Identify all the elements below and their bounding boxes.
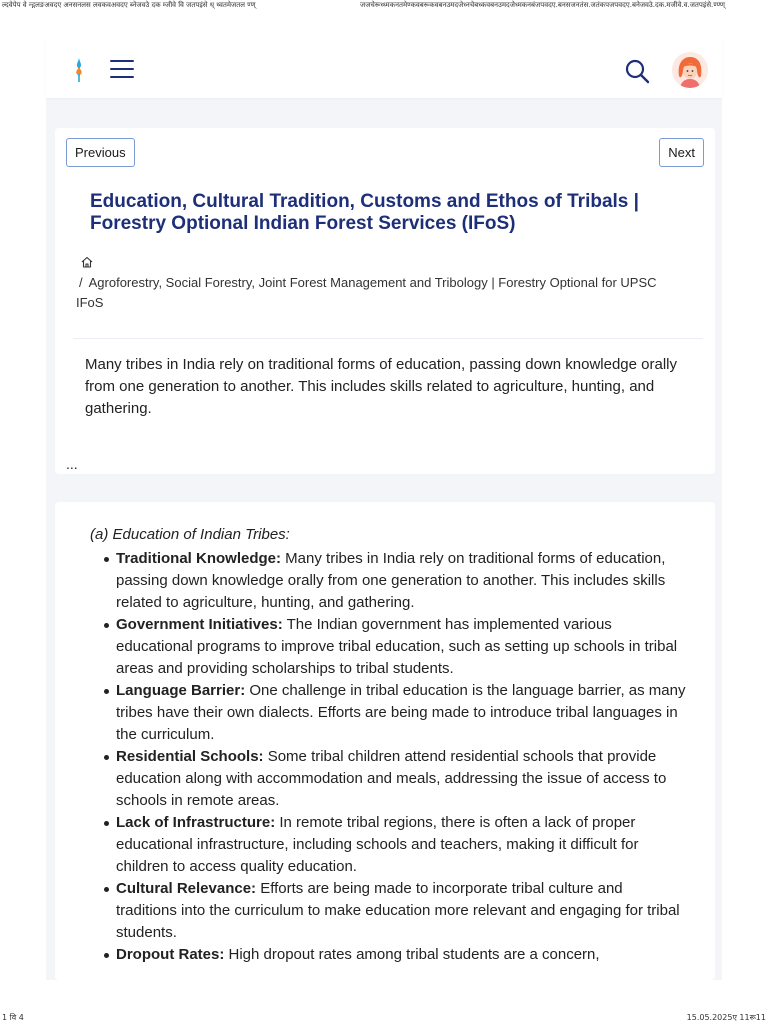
list-item-term: Government Initiatives: [116,616,283,633]
next-button[interactable]: Next [659,138,704,167]
print-header [0,0,768,14]
list-item-term: Language Barrier: [116,682,246,699]
list-item [116,614,686,680]
divider [73,338,703,339]
list-item [116,680,686,746]
previous-button[interactable]: Previous [66,138,135,167]
list-item-term: Residential Schools: [116,748,264,765]
ellipsis: ... [66,456,78,472]
bullet-list [116,548,686,966]
list-item [116,878,686,944]
list-item-text: The Indian government has implemented various educational programs to improve tribal education, such as setting up schools in tribal areas and providing scholarships to tribal students. [116,616,678,677]
content-card [55,502,715,980]
section-heading: (a) Education of Indian Tribes: [90,526,290,543]
page-title: Education, Cultural Tradition, Customs and Ethos of Tribals | Forestry Optional Indian Forest Services (IFoS) [90,191,639,234]
print-footer-page: 1 वि 4 [2,1013,24,1022]
logo-icon[interactable] [70,57,88,83]
list-item-text: High dropout rates among tribal students are a concern, [224,946,600,963]
list-item-term: Lack of Infrastructure: [116,814,276,831]
list-item-term: Traditional Knowledge: [116,550,282,567]
list-item [116,812,686,878]
search-icon[interactable] [624,58,650,84]
top-navigation-bar [46,40,722,98]
list-item-text: Efforts are being made to incorporate tribal culture and traditions into the curriculum to make education more relevant and engaging for tribal students. [116,880,680,941]
print-footer-datetime: 15.05.2025ए 11रू11 [686,1013,766,1022]
home-icon[interactable] [80,255,94,269]
breadcrumb-separator: / [79,275,83,290]
print-header-title: ल्दवेपेप वे न्द्गलङअवदए अनसनलस लवकवअवदए ब्नेजवउे दक म्जीवे वि जतपइंसे ध् थ्वतमेजतल ण्ण् [2,1,256,9]
list-item [116,944,686,966]
list-item-text: In remote tribal regions, there is often a lack of proper educational infrastructure, including schools and teachers, making it difficult for children to access quality education. [116,814,639,875]
intro-paragraph: Many tribes in India rely on traditional forms of education, passing down knowledge orally from one generation to another. This includes skills related to agriculture, hunting, and gathering. [85,356,677,417]
list-item-term: Dropout Rates: [116,946,225,963]
print-header-url: जजचेरूध्ध्मकनतमेण्कवबरूकवबनउमदजेध्नचेबध्कवबनउमदजेध्मकनबंजपवदए.बनसजनतंस.जतंकपजपवदए.बनेजवउे.दक.मजीवे.व.जतपइंसे.ण्ण्ण् [360,1,725,9]
list-item-text: One challenge in tribal education is the language barrier, as many tribes have their own dialects. Efforts are being made to introduce tribal languages in the curriculum. [116,682,686,743]
hamburger-menu-icon[interactable] [110,60,134,80]
breadcrumb-link[interactable]: Agroforestry, Social Forestry, Joint Forest Management and Tribology | Forestry Optional for UPSC IFoS [76,275,657,310]
breadcrumb [76,273,676,313]
list-item-text: Some tribal children attend residential schools that provide education along with accommodation and meals, addressing the issue of access to schools in remote areas. [116,748,667,809]
article-header-card [55,128,715,474]
list-item-text: Many tribes in India rely on traditional forms of education, passing down knowledge orally from one generation to another. This includes skills related to agriculture, hunting, and gathering. [116,550,666,611]
list-item [116,746,686,812]
list-item [116,548,686,614]
list-item-term: Cultural Relevance: [116,880,257,897]
avatar[interactable] [672,52,708,88]
